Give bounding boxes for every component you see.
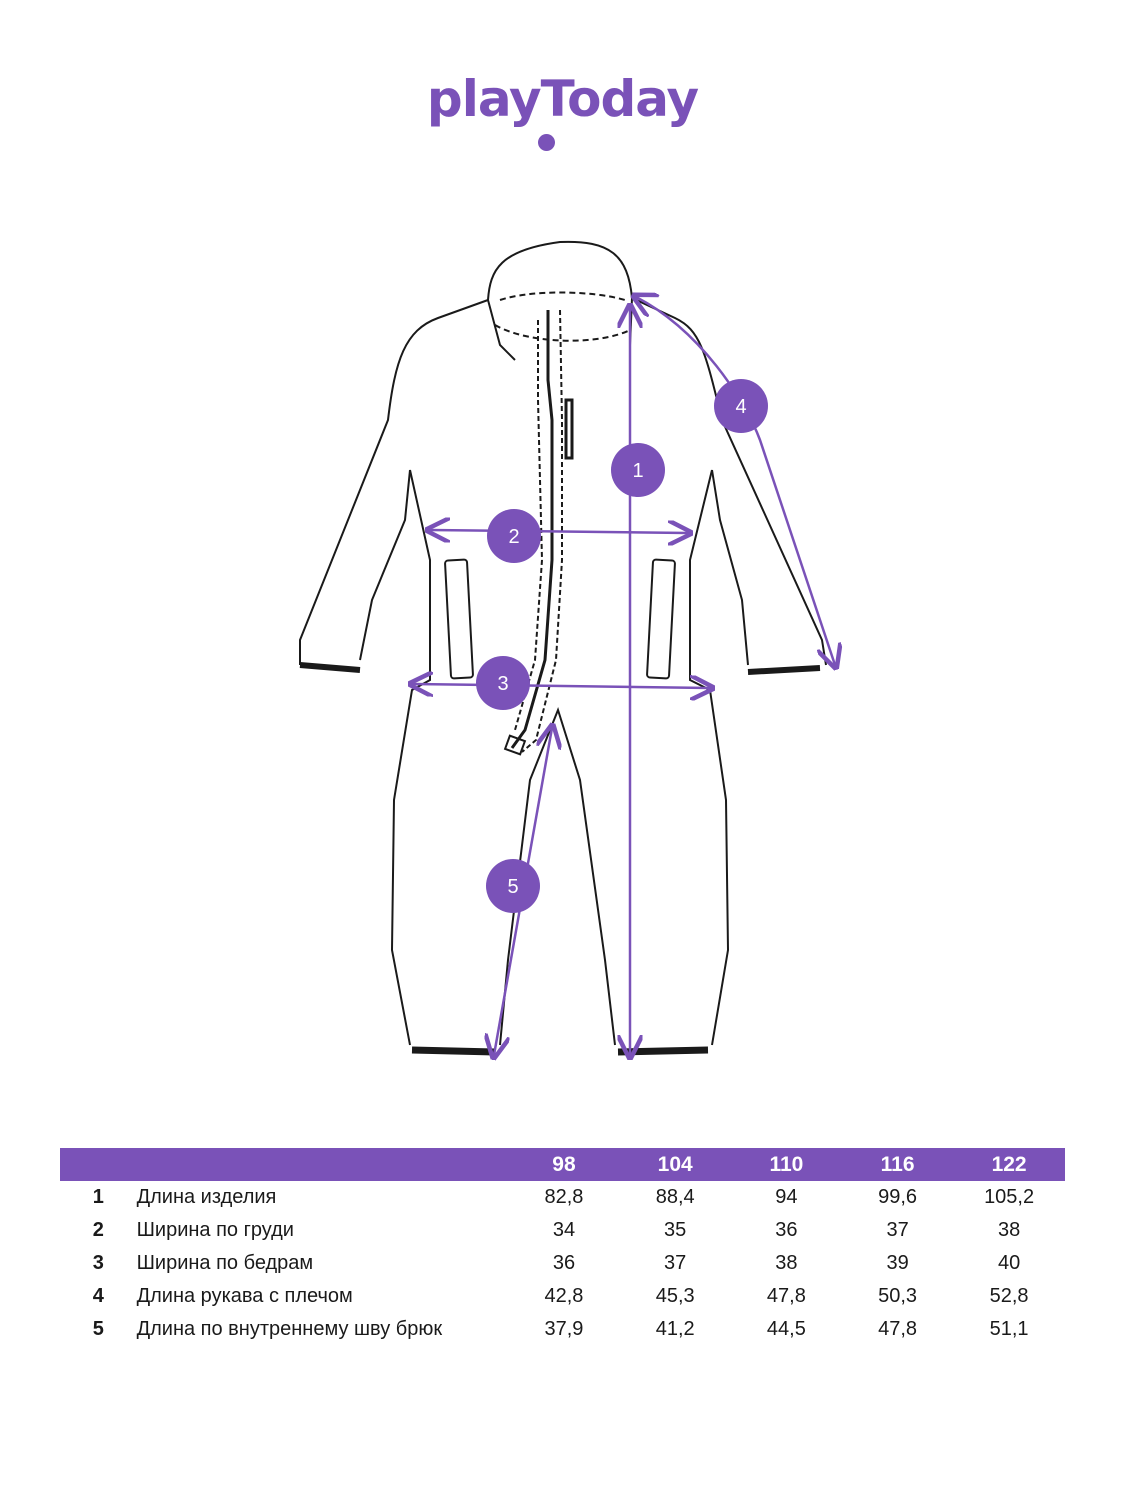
row-number: 5 — [92, 1318, 104, 1340]
row-number: 3 — [92, 1252, 104, 1274]
measurement-value: 37,9 — [544, 1318, 584, 1340]
measure-line-3 — [413, 684, 710, 688]
measurement-name: Длина рукава с плечом — [136, 1285, 353, 1307]
measurement-value: 45,3 — [655, 1285, 695, 1307]
row-number: 2 — [92, 1219, 104, 1241]
marker-5-label: 5 — [507, 876, 519, 898]
measurement-value: 36 — [775, 1219, 798, 1241]
header-empty-num — [60, 1148, 137, 1181]
table-row — [60, 1181, 1065, 1214]
size-header: 110 — [731, 1148, 842, 1181]
size-header: 98 — [508, 1148, 619, 1181]
size-header: 122 — [953, 1148, 1065, 1181]
measurement-value: 38 — [775, 1252, 798, 1274]
measure-line-2 — [430, 530, 688, 533]
brand-logo-text: playToday — [426, 70, 699, 128]
marker-4 — [714, 379, 768, 433]
marker-4-label: 4 — [735, 396, 747, 418]
measurement-value: 39 — [886, 1252, 909, 1274]
measurement-value: 50,3 — [878, 1285, 918, 1307]
header-empty-name — [137, 1148, 509, 1181]
row-number: 4 — [92, 1285, 104, 1307]
measurement-value: 44,5 — [766, 1318, 806, 1340]
measurement-value: 51,1 — [989, 1318, 1029, 1340]
measurement-value: 47,8 — [878, 1318, 918, 1340]
measurement-value: 35 — [664, 1219, 687, 1241]
marker-3 — [476, 656, 530, 710]
measurement-lines — [413, 297, 835, 1055]
measurement-value: 88,4 — [655, 1186, 695, 1208]
measurement-name: Ширина по бедрам — [136, 1252, 314, 1274]
measurement-value: 99,6 — [878, 1186, 918, 1208]
measurement-value: 37 — [886, 1219, 909, 1241]
table-row — [60, 1247, 1065, 1280]
table-row — [60, 1280, 1065, 1313]
size-header: 104 — [620, 1148, 731, 1181]
measurement-value: 105,2 — [984, 1186, 1035, 1208]
measurement-name: Длина по внутреннему шву брюк — [136, 1318, 443, 1340]
measurement-value: 40 — [997, 1252, 1021, 1274]
marker-1 — [611, 443, 665, 497]
measurement-value: 47,8 — [766, 1285, 806, 1307]
size-table — [60, 1148, 1065, 1346]
measurement-value: 34 — [552, 1219, 576, 1241]
marker-2-label: 2 — [508, 526, 520, 548]
marker-1-label: 1 — [632, 460, 644, 482]
measurement-value: 52,8 — [989, 1285, 1029, 1307]
table-row — [60, 1313, 1065, 1346]
measure-line-4 — [636, 297, 835, 665]
row-number: 1 — [92, 1186, 104, 1208]
measurement-value: 94 — [775, 1186, 798, 1208]
size-header: 116 — [842, 1148, 953, 1181]
marker-3-label: 3 — [497, 673, 509, 695]
size-header-row — [60, 1148, 1065, 1181]
measurement-value: 42,8 — [544, 1285, 584, 1307]
measurement-value: 36 — [552, 1252, 576, 1274]
measurement-name: Ширина по груди — [136, 1219, 294, 1241]
measurement-value: 82,8 — [544, 1186, 584, 1208]
marker-2 — [487, 509, 541, 563]
jumpsuit-outline — [300, 242, 826, 1052]
table-row — [60, 1214, 1065, 1247]
measurement-value: 37 — [664, 1252, 687, 1274]
measurement-name: Длина изделия — [136, 1186, 277, 1208]
measurement-value: 41,2 — [655, 1318, 695, 1340]
marker-5 — [486, 859, 540, 913]
measurement-value: 38 — [997, 1219, 1021, 1241]
